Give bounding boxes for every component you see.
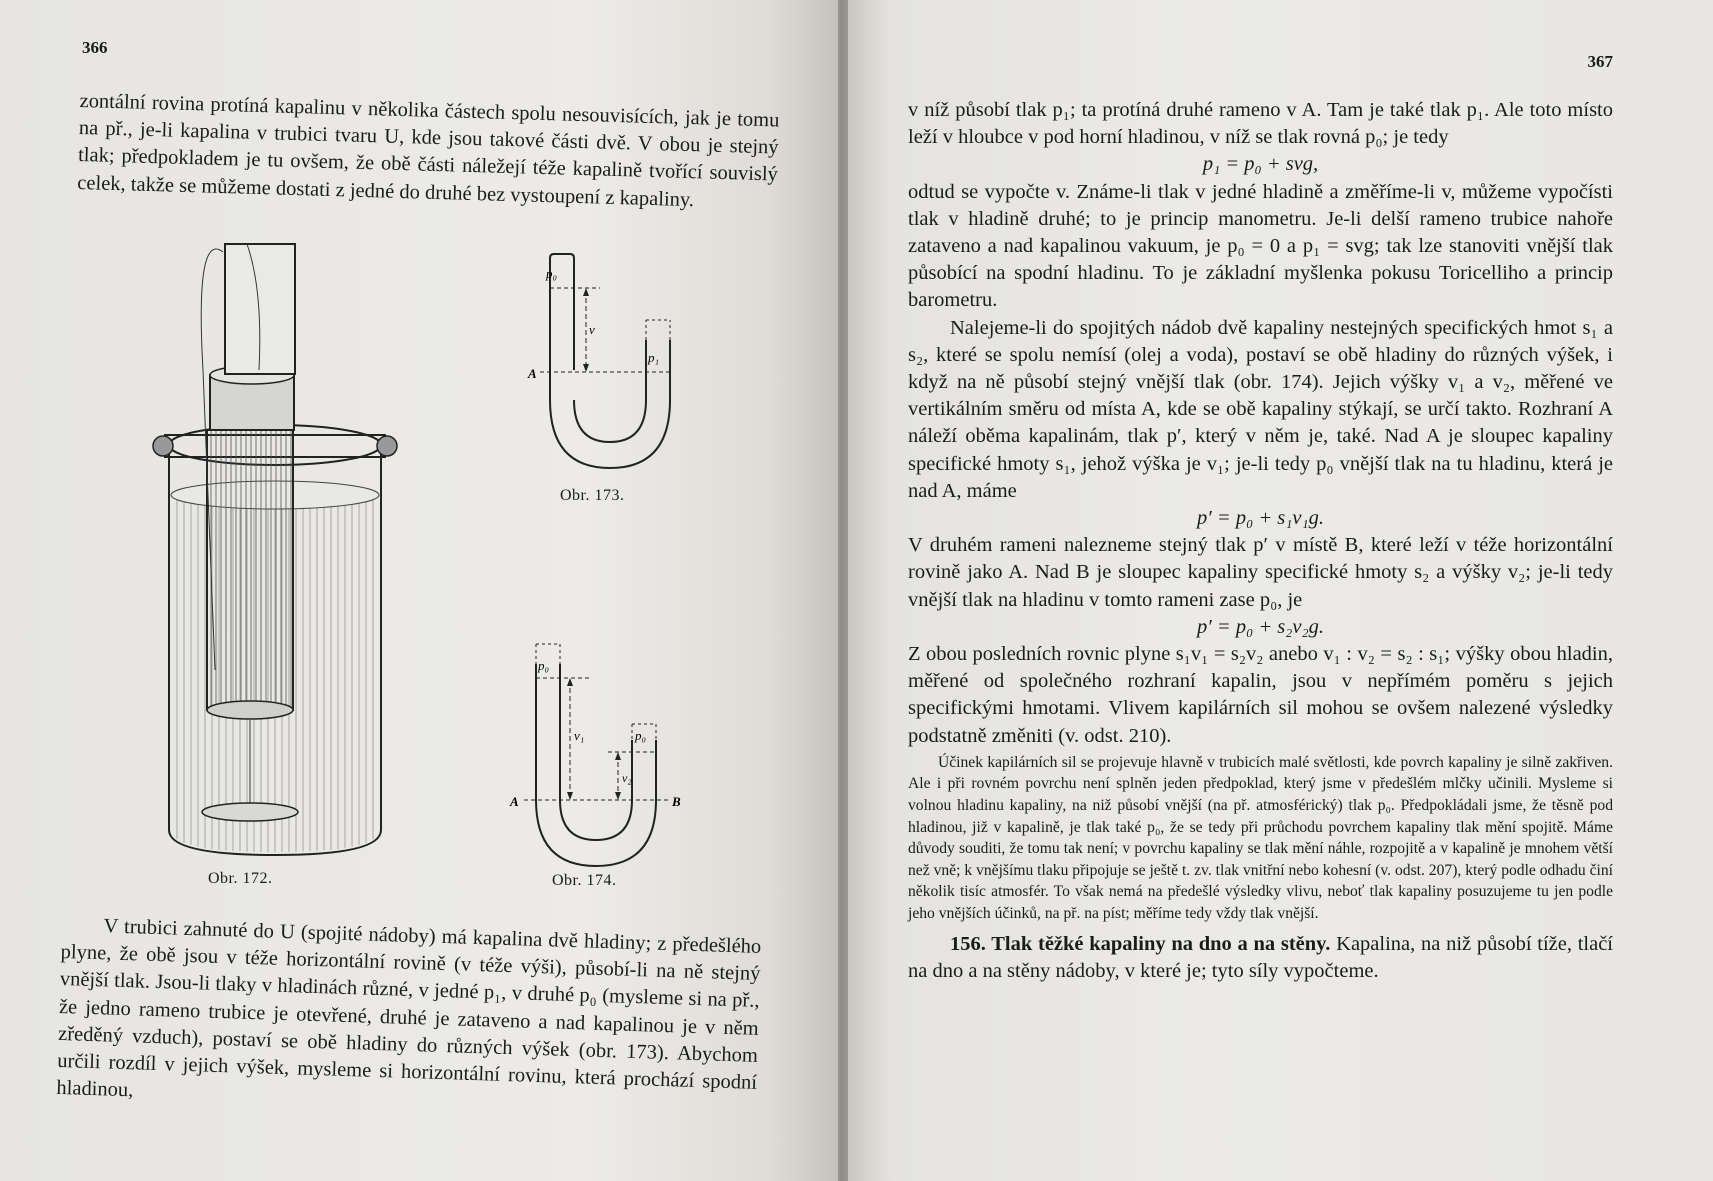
figure-172-cylinder-apparatus <box>155 250 395 860</box>
left-page <box>0 0 838 1181</box>
right-page <box>848 0 1713 1181</box>
formula: p′ = p₀ + s₁v₁g. <box>1197 507 1324 530</box>
label-B: B <box>672 794 681 809</box>
left-top-paragraph <box>77 88 780 216</box>
formula: p′ = p₀ + s₂v₂g. <box>1197 615 1324 638</box>
figure-174-caption: Obr. 174. <box>552 872 617 889</box>
label-v: v <box>589 322 595 337</box>
label-A: A <box>510 794 519 809</box>
section-156-paragraph <box>908 931 1613 985</box>
paragraph: Nalejeme-li do spojitých nádob dvě kapaliny nestejných specifických hmot s₁ a s₂, které se spolu nemísí (olej a voda), postaví se obě hladiny do různých výšek, i když na ně působí stejný vnější tlak (obr. 174). Jejich výšky v₁ a v₂, měřené ve vertikálním směru od místa A, kde se obě kapaliny stýkají, se určí takto. Rozhraní A náleží oběma kapalinám, tlak p′, který v něm je, také. Nad A je sloupec kapaliny specifické hmoty s₁, jehož výška je v₁; je-li tedy p₀ vnější tlak na tu hladinu, která je nad A, máme <box>908 316 1613 502</box>
figure-173-caption: Obr. 173. <box>560 487 625 504</box>
label-p1: p₁ <box>648 350 660 365</box>
figure-174-u-tube-two-liquids <box>510 640 690 880</box>
label-A: A <box>528 366 537 381</box>
paragraph: zontální rovina protíná kapalinu v několika částech spolu nesouvisících, jak je tomu na př., je-li kapalina v trubici tvaru U, kde jsou takové části dvě. V obou je stejný tlak; předpokladem je tu ovšem, že obě části náležejí téže kapalině tvořící souvislý celek, takže se můžeme dostati z jedné do druhé bez vystoupení z kapaliny. <box>77 89 780 211</box>
formula: p₁ = p₀ + svg, <box>1202 153 1319 176</box>
page-number: 366 <box>82 38 108 57</box>
section-heading: 156. Tlak těžké kapaliny na dno a na stěny. <box>950 932 1331 955</box>
label-v2: v₂ <box>622 771 632 785</box>
label-p0: p₀ <box>538 658 550 673</box>
right-main-text <box>908 97 1613 985</box>
label-p0-right: p₀ <box>635 728 647 743</box>
figure-172-caption: Obr. 172. <box>208 870 273 887</box>
small-print-note: Účinek kapilárních sil se projevuje hlavně v trubicích malé světlosti, kde povrch kapaliny je silně zakřiven. Ale i při rovném povrchu není splněn jeden předpoklad, který jsme v předešlém mlčky učinili. Mysleme si volnou hladinu kapaliny, na niž působí vnější (na př. atmosférický) tlak p₀. Předpokládali jsme, že těsně pod hladinou, již v kapalině, je tlak také p₀, že se tedy při průchodu povrchem kapaliny tlak mění spojitě. Máme důvody souditi, že tomu tak není; v povrchu kapaliny se tlak mění náhle, rozpojitě a v kapalině je mnohem větší než vně; k vnějšímu tlaku připojuje se ještě t. zv. tlak vnitřní nebo kohesní (v. odst. 207), který podle odhadu činí několik tisíc atmosfér. To však nemá na předešlé výsledky vlivu, neboť tlak kapaliny posuzujeme tu jen podle jeho vnějších účinků, na př. na píst; měříme tedy vždy tlak vnější. <box>908 753 1613 923</box>
paragraph: v níž působí tlak p₁; ta protíná druhé rameno v A. Tam je také tlak p₁. Ale toto místo leží v hloubce v pod horní hladinou, v níž se tlak rovná p₀; je tedy <box>908 99 1613 149</box>
paragraph: V trubici zahnuté do U (spojité nádoby) má kapalina dvě hladiny; z předešlého plyne, že obě jsou v téže horizontální rovině (v téže výši), působí-li na ně stejný vnější tlak. Jsou-li tlaky v hladinách různé, v jedné p₁, v druhé p₀ (mysleme si na př., že jedno rameno trubice je otevřené, druhé je zataveno a nad kapalinou je v něm zředěný vzduch), postaví se obě hladiny do různých výšek (obr. 173). Abychom určili rozdíl v jejich výšek, mysleme si horizontální rovinu, která prochází spodní hladinou, <box>56 915 762 1102</box>
paragraph: V druhém rameni nalezneme stejný tlak p′ v místě B, které leží v téže horizontální rovině jako A. Nad B je sloupec kapaliny specifické hmoty s₂ a výšky v₂; je-li tedy vnější tlak na hladinu v tomto rameni zase p₀, je <box>908 534 1613 611</box>
section-text: Kapalina, na niž působí tíže, tlačí na dno a na stěny nádoby, v které je; tyto síly vypočteme. <box>908 932 1614 982</box>
figure-173-u-tube <box>530 250 690 490</box>
paragraph: Z obou posledních rovnic plyne s₁v₁ = s₂v₂ anebo v₁ : v₂ = s₂ : s₁; výšky obou hladin, měřené od společného rozhraní kapalin, jsou v nepřímém poměru s jejich specifickými hmotami. Vlivem kapilárních sil mohou se ovšem nalezené výsledky podstatně změniti (v. odst. 210). <box>908 643 1613 747</box>
page-number: 367 <box>1587 52 1613 71</box>
label-v1: v₁ <box>574 728 585 743</box>
label-p0: p₀ <box>546 266 558 281</box>
left-bottom-paragraph <box>56 912 762 1124</box>
paragraph: odtud se vypočte v. Známe-li tlak v jedné hladině a změříme-li v, můžeme vypočísti tlak v hladině druhé; to je princip manometru. Je-li delší rameno trubice nahoře zataveno a nad kapalinou vakuum, je p₀ = 0 a p₁ = svg; tak lze stanoviti vnější tlak působící na spodní hladinu. To je základní myšlenka pokusu Toricelliho a princip barometru. <box>908 180 1613 312</box>
